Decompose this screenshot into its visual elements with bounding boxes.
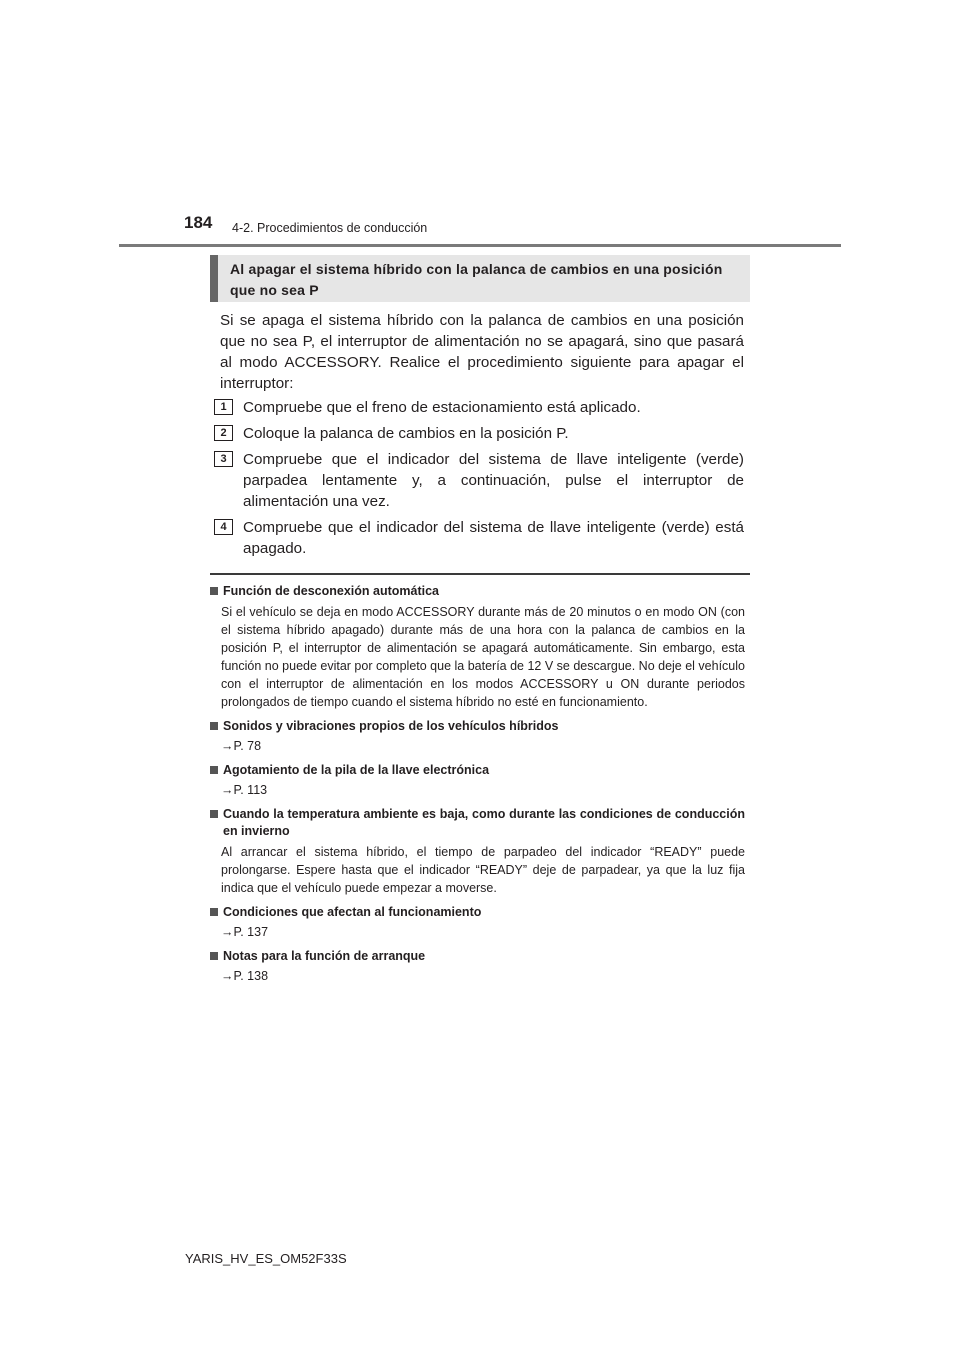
square-bullet-icon <box>210 810 218 818</box>
square-bullet-icon <box>210 908 218 916</box>
note-hybrid-sounds <box>210 718 745 755</box>
note-title: Función de desconexión automática <box>223 584 440 598</box>
notes-section <box>210 583 745 992</box>
note-operating-conditions <box>210 904 745 941</box>
note-title: Agotamiento de la pila de la llave electrónica <box>223 763 490 777</box>
intro-paragraph: Si se apaga el sistema híbrido con la palanca de cambios en una posición que no sea P, el interruptor de alimentación no se apagará, sino que pasará al modo ACCESSORY. Realice el procedimiento siguiente para apagar el interruptor: <box>220 312 744 392</box>
topic-title-box <box>210 255 750 302</box>
note-start-function <box>210 948 745 985</box>
square-bullet-icon <box>210 766 218 774</box>
page-reference-link[interactable]: →P. 138 <box>221 969 269 983</box>
header-rule <box>119 244 841 247</box>
page-number: 184 <box>184 213 213 232</box>
square-bullet-icon <box>210 722 218 730</box>
page-reference-link[interactable]: →P. 78 <box>221 739 262 753</box>
step-text: Compruebe que el indicador del sistema de llave inteligente (verde) parpadea lentamente y, a continuación, pulse el interruptor de alimentación una vez. <box>243 451 744 510</box>
note-title: Sonidos y vibraciones propios de los vehículos híbridos <box>223 719 559 733</box>
step-text: Compruebe que el freno de estacionamiento está aplicado. <box>243 399 641 416</box>
step-number-badge: 1 <box>214 399 233 415</box>
step-number-badge: 4 <box>214 519 233 535</box>
topic-title-line-1: Al apagar el sistema híbrido con la palanca de cambios en una posición <box>230 261 723 277</box>
square-bullet-icon <box>210 587 218 595</box>
topic-title-line-2: que no sea P <box>230 282 319 298</box>
note-body: Si el vehículo se deja en modo ACCESSORY durante más de 20 minutos o en modo ON (con el sistema híbrido apagado) durante más de una hora con la palanca de cambios en la posición P, el interruptor de alimentación se apagará automáticamente. Sin embargo, esta función no puede evitar por completo que la batería de 12 V se descargue. No deje el vehículo con el interruptor de alimentación en los modos ACCESSORY u ON durante periodos prolongados de tiempo cuando el sistema híbrido no esté en funcionamiento. <box>221 605 745 709</box>
page-reference-link[interactable]: →P. 137 <box>221 925 269 939</box>
note-title: Notas para la función de arranque <box>223 949 426 963</box>
square-bullet-icon <box>210 952 218 960</box>
note-body: Al arrancar el sistema híbrido, el tiempo de parpadeo del indicador “READY” puede prolongarse. Espere hasta que el indicador “READY” deje de parpadear, ya que la luz fija indica que el vehículo puede empezar a moverse. <box>221 845 745 895</box>
section-title: 4-2. Procedimientos de conducción <box>232 221 428 235</box>
document-code: YARIS_HV_ES_OM52F33S <box>185 1251 347 1266</box>
step-text: Coloque la palanca de cambios en la posición P. <box>243 425 569 442</box>
note-title: Cuando la temperatura ambiente es baja, como durante las condiciones de conducción en invierno <box>223 807 745 838</box>
note-title: Condiciones que afectan al funcionamiento <box>223 905 482 919</box>
step-text: Compruebe que el indicador del sistema de llave inteligente (verde) está apagado. <box>243 519 744 557</box>
note-low-temperature <box>210 806 745 897</box>
note-key-battery <box>210 762 745 799</box>
section-divider <box>210 573 750 575</box>
step-number-badge: 3 <box>214 451 233 467</box>
page-reference-link[interactable]: →P. 113 <box>221 783 268 797</box>
note-auto-power-off <box>210 583 745 711</box>
step-number-badge: 2 <box>214 425 233 441</box>
